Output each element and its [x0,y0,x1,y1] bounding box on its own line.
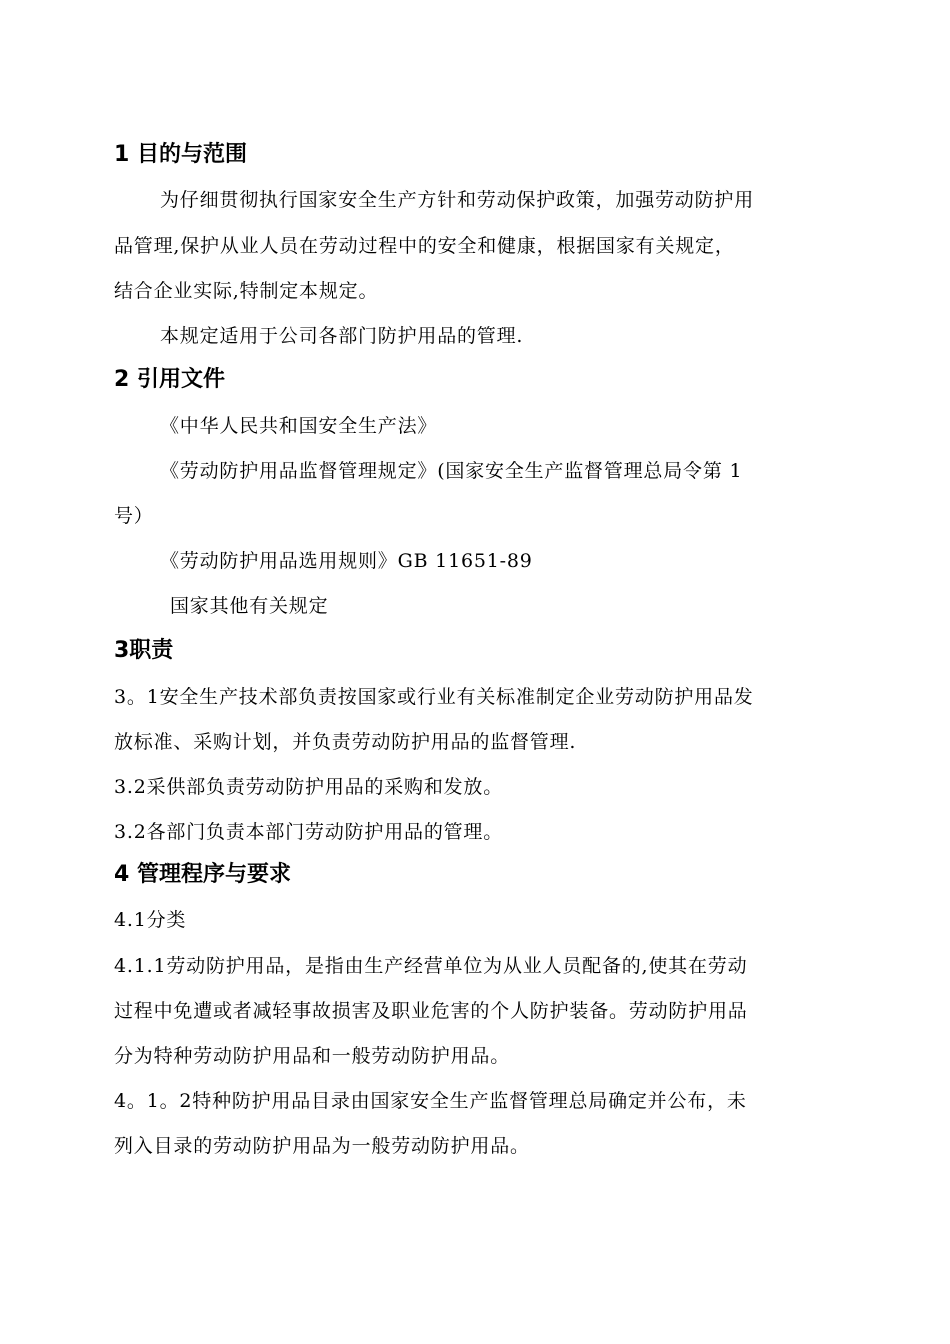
paragraph-line: 结合企业实际,特制定本规定。 [114,280,379,302]
paragraph-line: 本规定适用于公司各部门防护用品的管理. [160,325,524,347]
paragraph-line: 3。1安全生产技术部负责按国家或行业有关标准制定企业劳动防护用品发 [114,686,754,708]
paragraph-line: 品管理,保护从业人员在劳动过程中的安全和健康，根据国家有关规定， [114,235,735,257]
section-heading-responsibilities: 3职责 [114,638,174,663]
section-heading-procedures: 4 管理程序与要求 [114,862,291,887]
paragraph-line: 4.1.1劳动防护用品，是指由生产经营单位为从业人员配备的,使其在劳动 [114,955,748,977]
paragraph-line: 3.2采供部负责劳动防护用品的采购和发放。 [114,776,504,798]
reference-item: 国家其他有关规定 [170,595,329,617]
reference-item: 《劳动防护用品选用规则》GB 11651-89 [160,550,533,572]
reference-item-continuation: 号） [114,505,154,527]
subsection-heading: 4.1分类 [114,909,187,931]
section-heading-references: 2 引用文件 [114,367,225,392]
paragraph-line: 过程中免遭或者减轻事故损害及职业危害的个人防护装备。劳动防护用品 [114,1000,748,1022]
paragraph-line: 分为特种劳动防护用品和一般劳动防护用品。 [114,1045,511,1067]
paragraph-line: 4。1。2特种防护用品目录由国家安全生产监督管理总局确定并公布，未 [114,1090,747,1112]
paragraph-line: 3.2各部门负责本部门劳动防护用品的管理。 [114,821,504,843]
reference-item: 《中华人民共和国安全生产法》 [160,415,438,437]
paragraph-line: 放标准、采购计划，并负责劳动防护用品的监督管理. [114,731,577,753]
paragraph-line: 列入目录的劳动防护用品为一般劳动防护用品。 [114,1135,530,1157]
paragraph-line: 为仔细贯彻执行国家安全生产方针和劳动保护政策，加强劳动防护用 [160,189,755,211]
reference-item: 《劳动防护用品监督管理规定》(国家安全生产监督管理总局令第 1 [160,460,743,482]
section-heading-purpose-scope: 1 目的与范围 [114,142,247,167]
